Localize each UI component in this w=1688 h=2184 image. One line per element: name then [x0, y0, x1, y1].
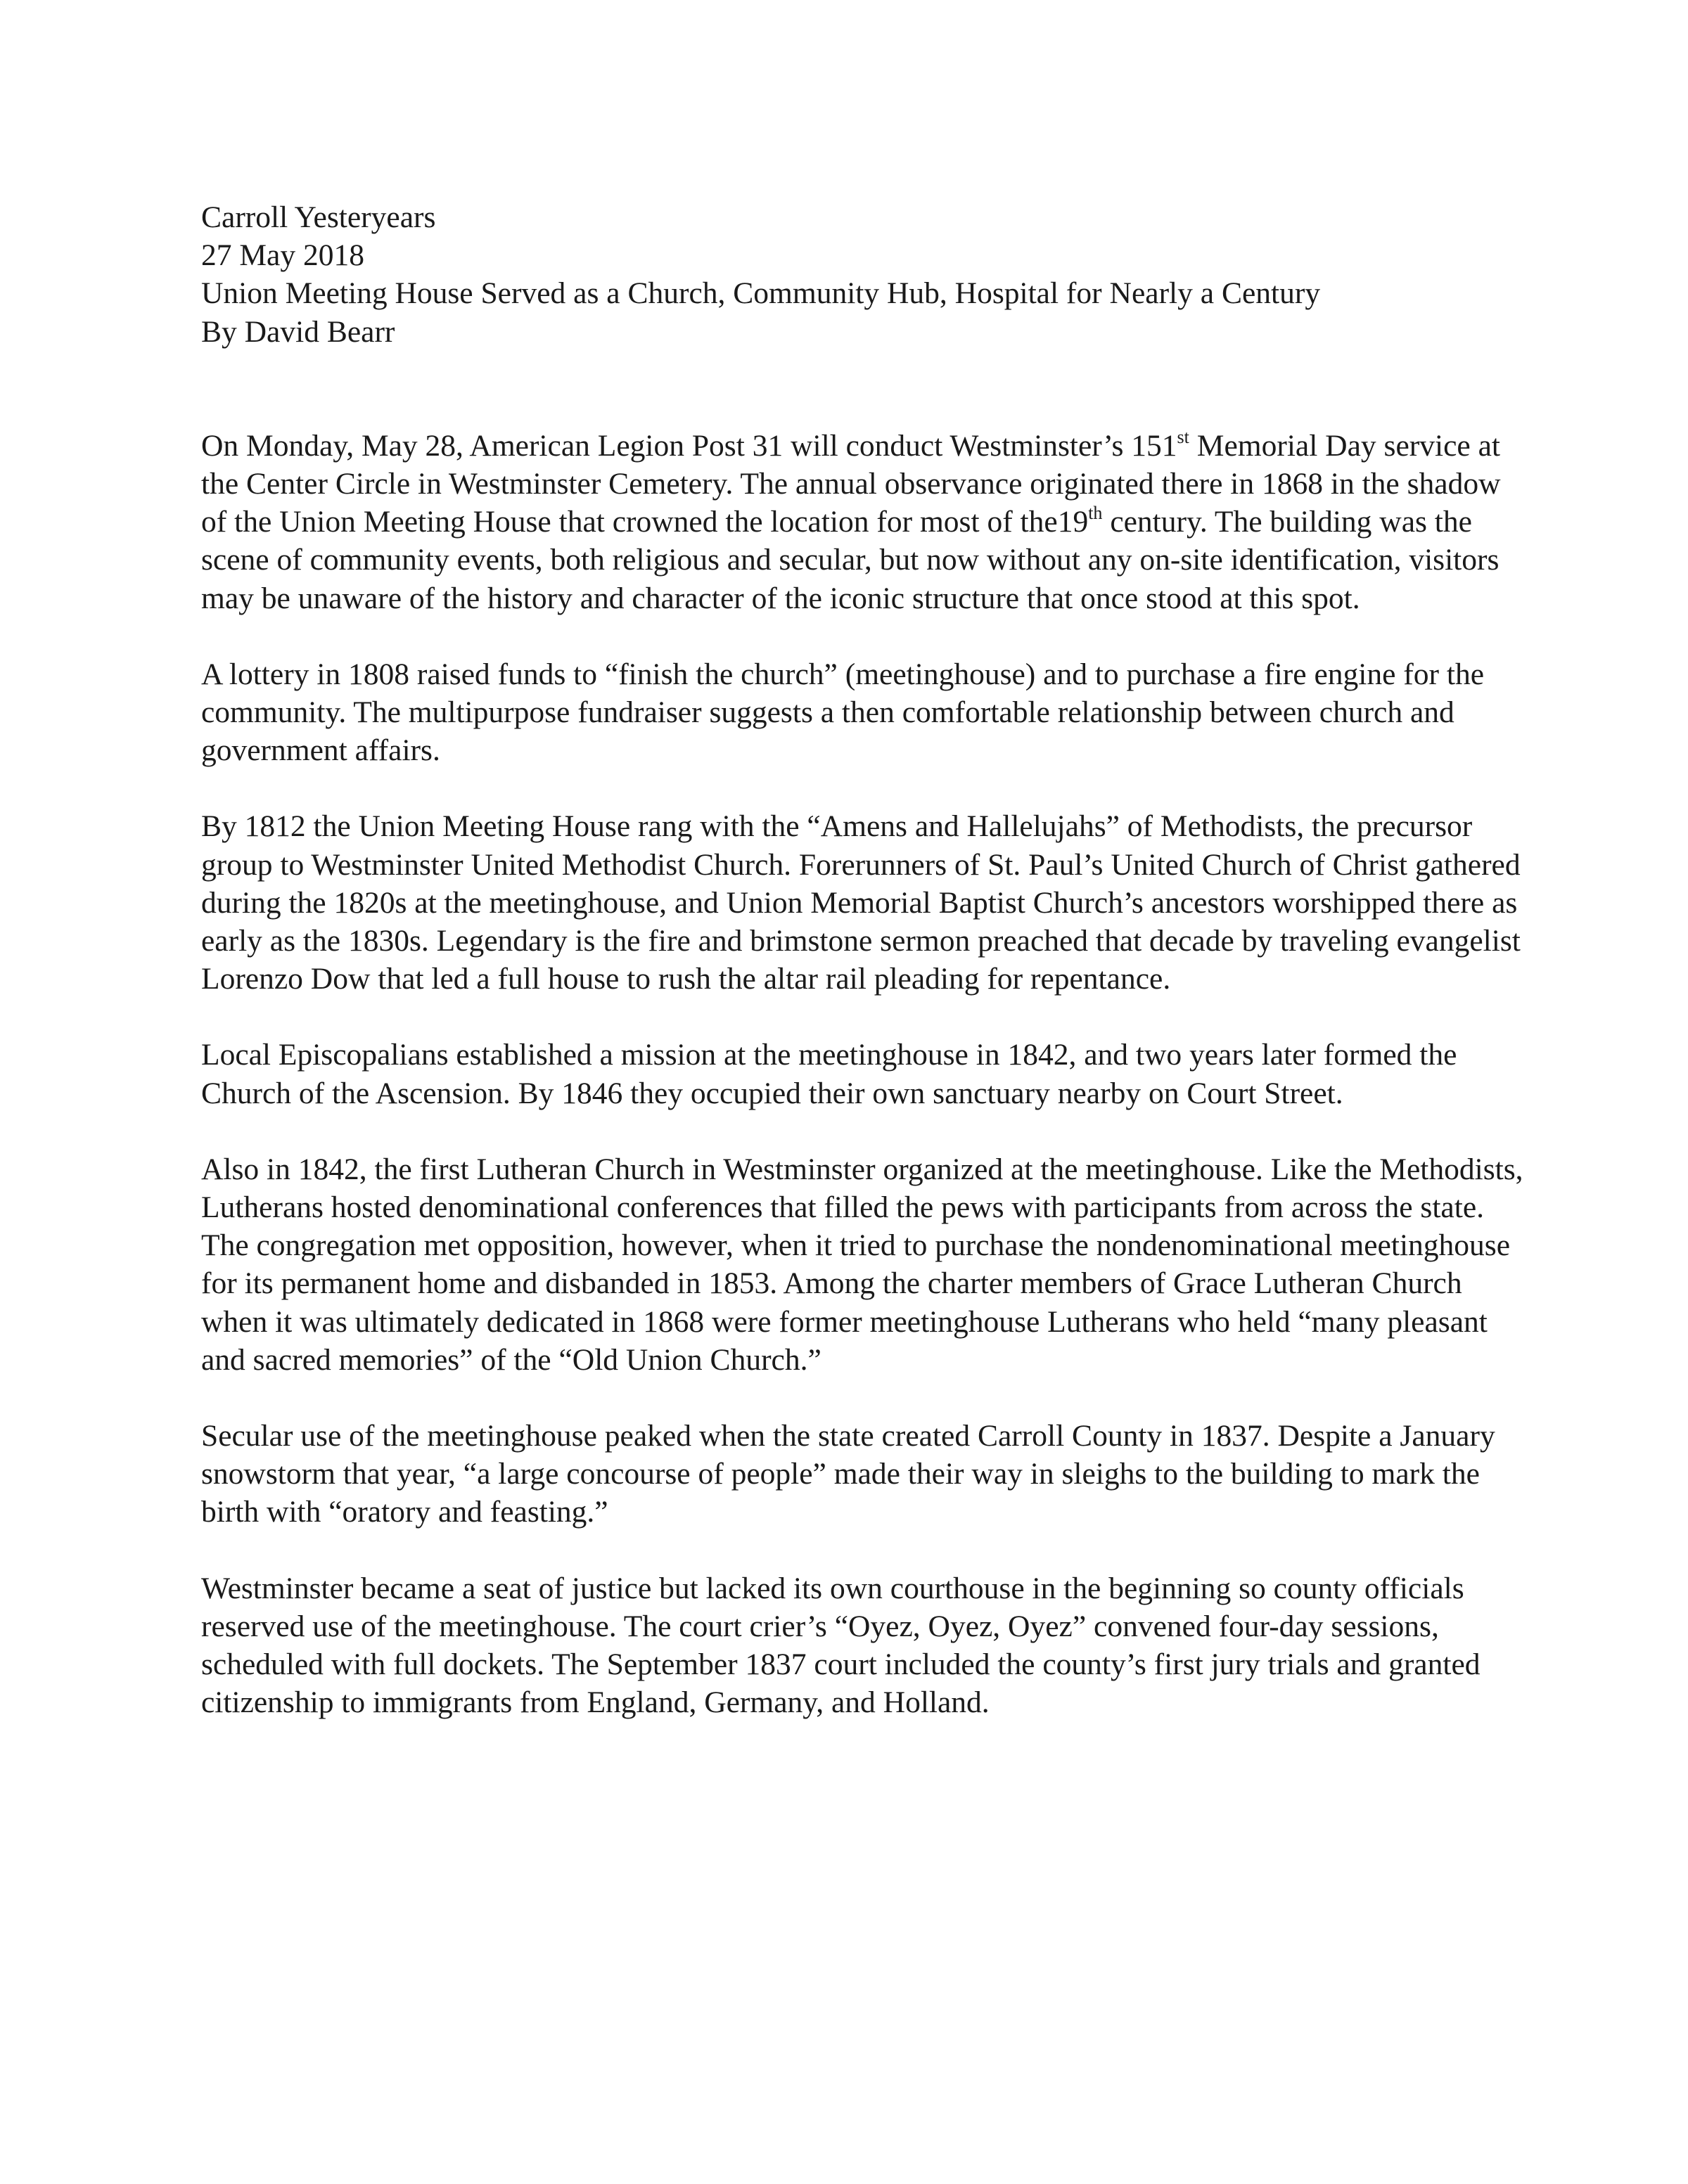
paragraph-1-part-a: On Monday, May 28, American Legion Post 31 will conduct Westminster’s 151 [201, 428, 1177, 463]
byline: By David Bearr [201, 314, 395, 349]
paragraph-4: Local Episcopalians established a mission at the meetinghouse in 1842, and two years later formed the Church of the Ascension. By 1846 they occupied their own sanctuary nearby on Court Street. [201, 1038, 1457, 1110]
column-name: Carroll Yesteryears [201, 200, 436, 234]
article-body [201, 198, 1523, 1760]
paragraph-5: Also in 1842, the first Lutheran Church in Westminster organized at the meetinghouse. Like the Methodists, Lutherans hosted denominational conferences that filled the pews with participants from across the state. The congregation met opposition, however, when it tried to purchase the nondenominational meetinghouse for its permanent home and disbanded in 1853. Among the charter members of Grace Lutheran Church when it was ultimately dedicated in 1868 were former meetinghouse Lutherans who held “many pleasant and sacred memories” of the “Old Union Church.” [201, 1152, 1523, 1377]
paragraph-1-part-c: century. The building was the scene of community events, both religious and secular, but now without any on-site identification, visitors may be unaware of the history and character of the iconic structure that once stood at this spot. [201, 505, 1500, 615]
article-date: 27 May 2018 [201, 238, 364, 273]
paragraph-6: Secular use of the meetinghouse peaked when the state created Carroll County in 1837. Despite a January snowstorm that year, “a large concourse of people” made their way in sleighs to the building to mark the birth with “oratory and feasting.” [201, 1419, 1495, 1529]
ordinal-suffix-th: th [1088, 503, 1103, 524]
paragraph-7: Westminster became a seat of justice but lacked its own courthouse in the beginning so county officials reserved use of the meetinghouse. The court crier’s “Oyez, Oyez, Oyez” convened four-day sessions, scheduled with full dockets. The September 1837 court included the county’s first jury trials and granted citizenship to immigrants from England, Germany, and Holland. [201, 1571, 1481, 1720]
ordinal-suffix-st: st [1177, 426, 1189, 447]
paragraph-3: By 1812 the Union Meeting House rang with the “Amens and Hallelujahs” of Methodists, the precursor group to Westminster United Methodist Church. Forerunners of St. Paul’s United Church of Christ gathered during the 1820s at the meetinghouse, and Union Memorial Baptist Church’s ancestors worshipped there as early as the 1830s. Legendary is the fire and brimstone sermon preached that decade by traveling evangelist Lorenzo Dow that led a full house to rush the altar rail pleading for repentance. [201, 809, 1521, 996]
article-title: Union Meeting House Served as a Church, Community Hub, Hospital for Nearly a Century [201, 276, 1321, 311]
paragraph-2: A lottery in 1808 raised funds to “finish the church” (meetinghouse) and to purchase a fire engine for the community. The multipurpose fundraiser suggests a then comfortable relationship between church and government affairs. [201, 657, 1485, 768]
paragraph-1 [201, 427, 1523, 617]
paragraph-1-part-b: Memorial Day service at the Center Circle in Westminster Cemetery. The annual observance originated there in 1868 in the shadow of the Union Meeting House that crowned the location for most of the19 [201, 428, 1501, 539]
